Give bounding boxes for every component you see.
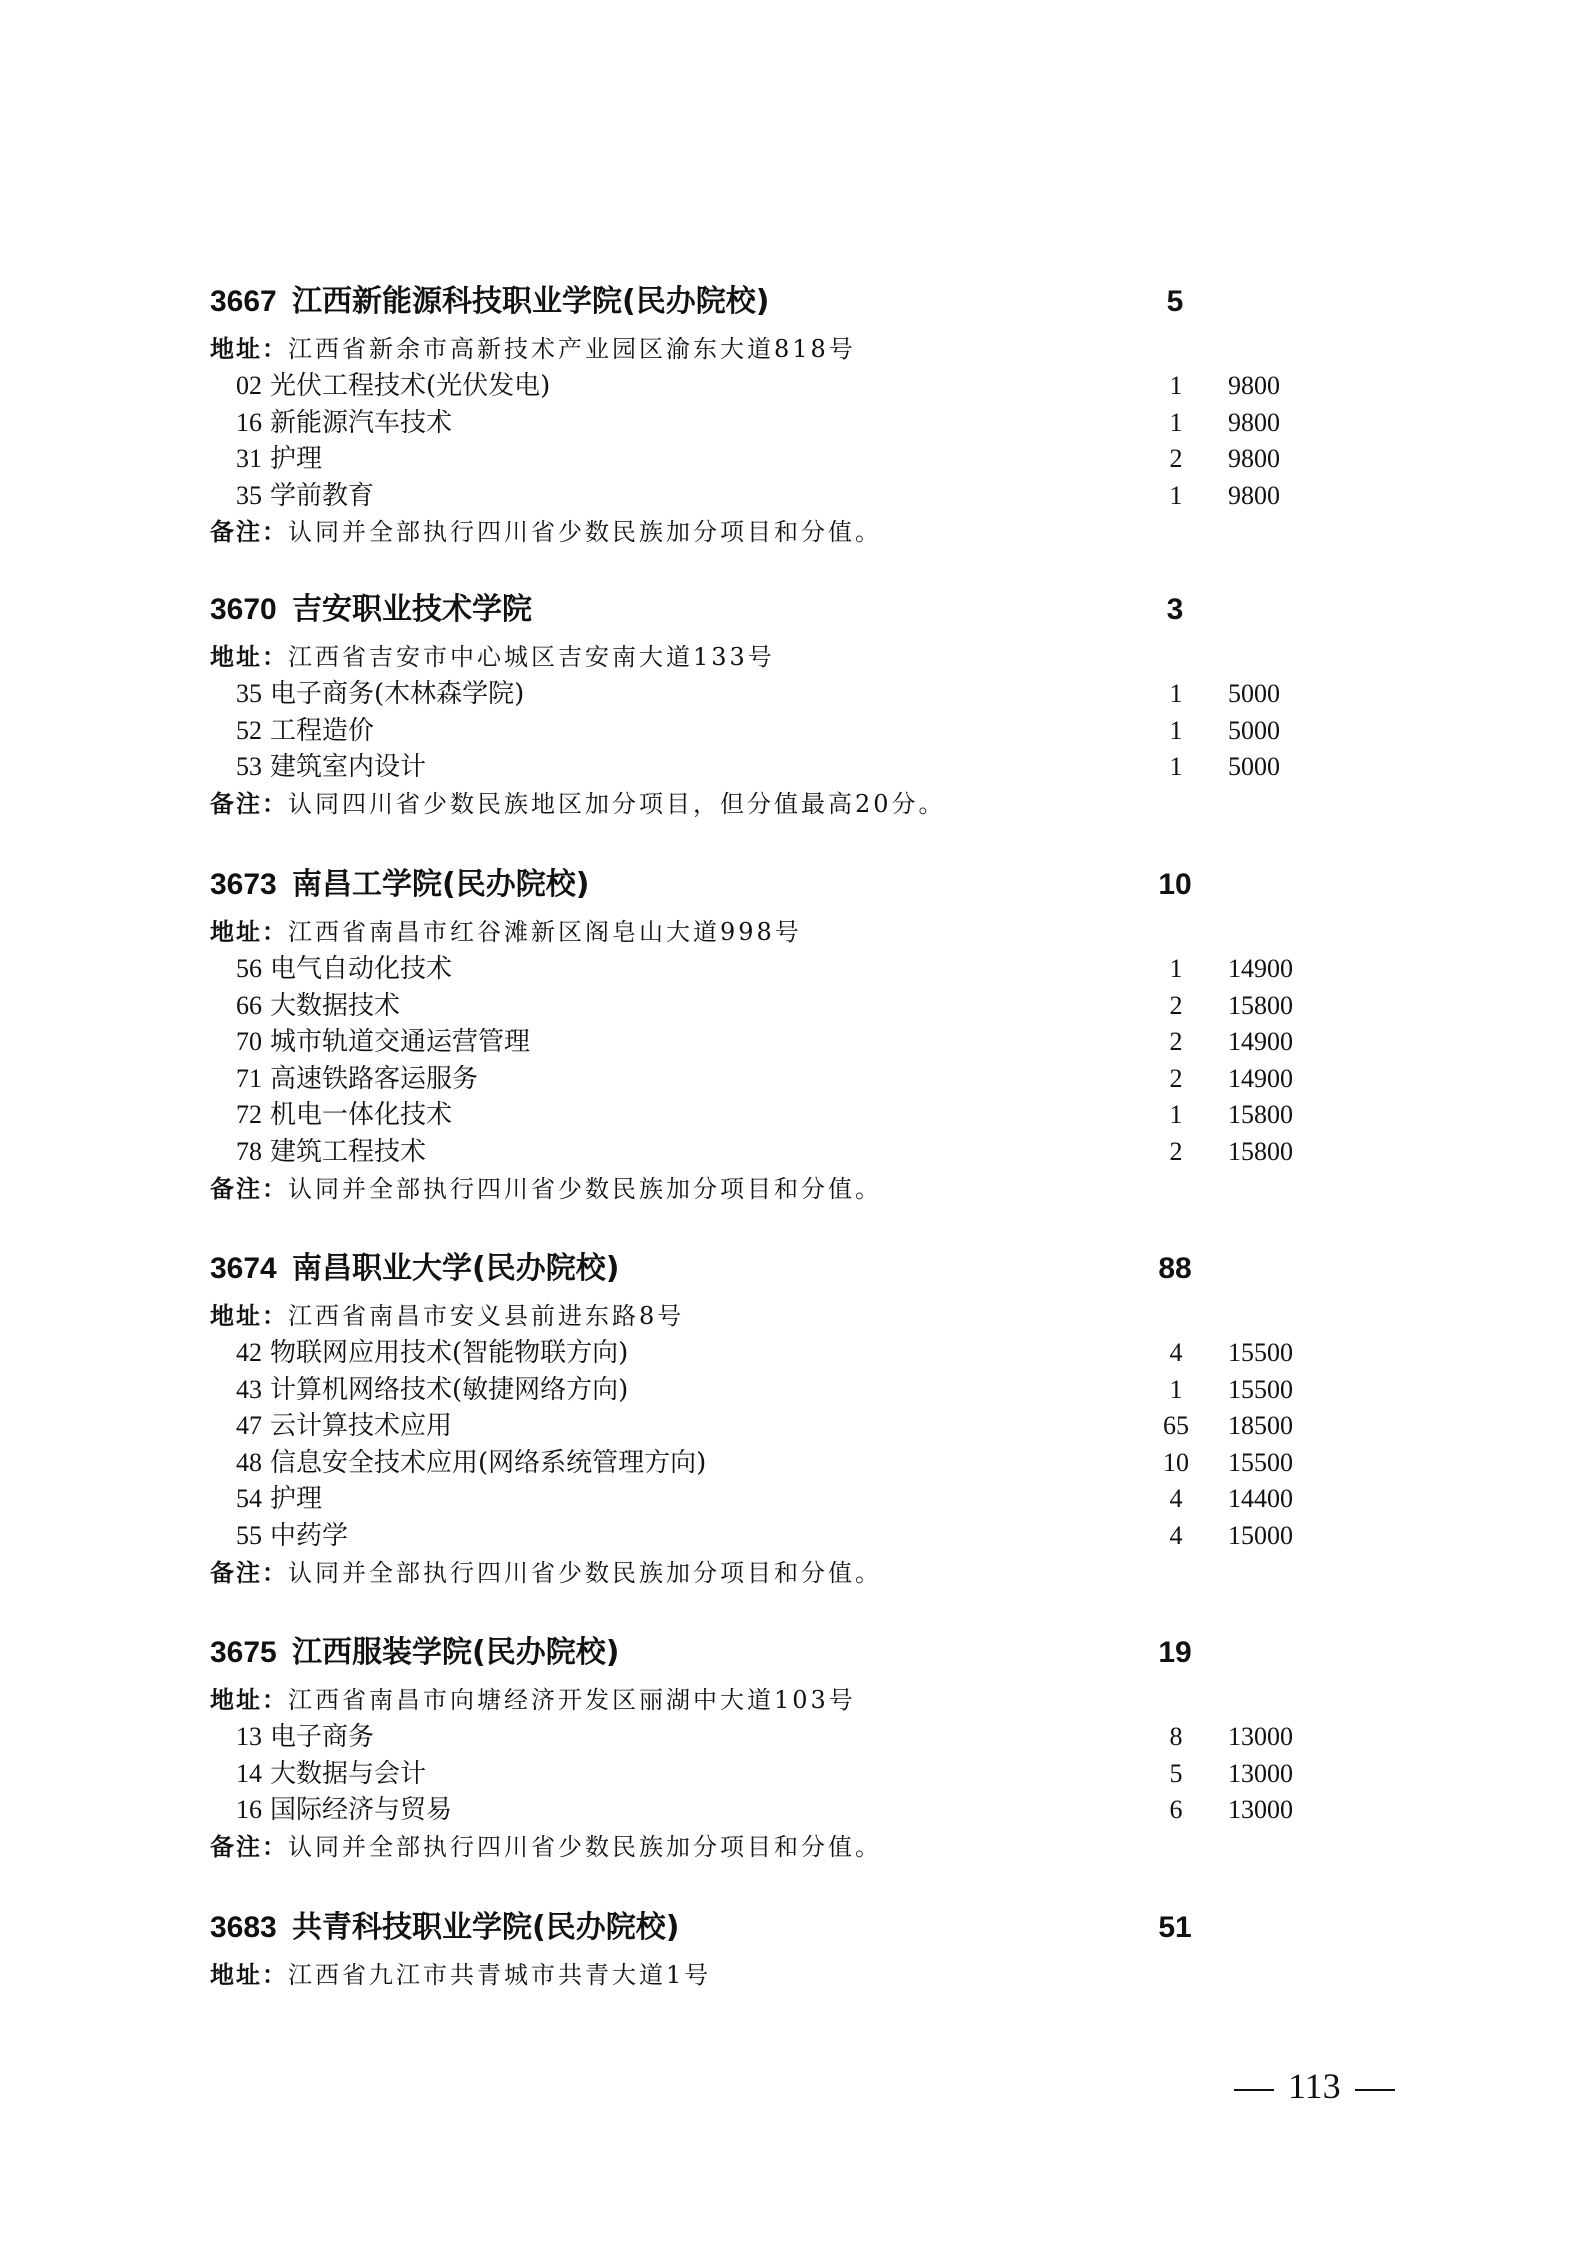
note-text: 认同四川省少数民族地区加分项目，但分值最高20分。 (288, 789, 946, 818)
school-total-quota: 3 (1166, 593, 1184, 626)
major-row (210, 1061, 1360, 1098)
major-fee: 14900 (1228, 1027, 1293, 1057)
major-name: 护理 (270, 1484, 323, 1515)
major-fee: 15800 (1228, 1100, 1293, 1130)
major-fee: 18500 (1228, 1411, 1293, 1441)
major-fee: 15000 (1228, 1520, 1293, 1550)
school-entry-3673 (210, 862, 1360, 1208)
school-name: 吉安职业技术学院 (292, 592, 532, 627)
major-code: 55 (236, 1520, 262, 1550)
major-name: 中药学 (270, 1520, 349, 1551)
major-count: 2 (1169, 1136, 1183, 1166)
major-code: 71 (236, 1063, 262, 1093)
page-number: 113 (1288, 2066, 1341, 2106)
major-row (210, 1481, 1360, 1518)
major-code: 54 (236, 1484, 262, 1514)
major-fee: 15800 (1228, 1136, 1293, 1166)
major-fee: 15800 (1228, 990, 1293, 1020)
school-name: 南昌职业大学(民办院校) (292, 1251, 620, 1286)
major-row (210, 1335, 1360, 1372)
school-note (210, 786, 1360, 823)
address-text: 江西省吉安市中心城区吉安南大道133号 (288, 643, 775, 671)
major-count: 1 (1169, 1374, 1183, 1404)
school-total-quota: 5 (1166, 285, 1184, 318)
major-row (210, 1097, 1360, 1134)
address-label: 地址： (210, 1686, 288, 1714)
major-row (210, 1518, 1360, 1555)
major-code: 31 (236, 444, 262, 474)
major-row (210, 1024, 1360, 1061)
note-label: 备注： (210, 1174, 288, 1203)
major-fee: 5000 (1228, 679, 1280, 708)
major-code: 52 (236, 715, 262, 745)
major-row (210, 988, 1360, 1025)
major-count: 1 (1169, 407, 1183, 437)
major-fee: 9800 (1228, 407, 1280, 437)
major-name: 学前教育 (270, 480, 375, 511)
major-name: 高速铁路客运服务 (270, 1063, 479, 1094)
school-address (210, 1682, 1360, 1719)
major-count: 1 (1169, 371, 1183, 400)
major-name: 电子商务 (270, 1722, 375, 1752)
major-name: 大数据与会计 (270, 1758, 427, 1789)
note-label: 备注： (210, 1832, 288, 1861)
school-header (210, 1246, 1360, 1298)
major-fee: 9800 (1228, 444, 1280, 474)
school-note (210, 1171, 1360, 1208)
major-count: 4 (1169, 1338, 1183, 1367)
major-name: 电气自动化技术 (270, 954, 453, 984)
major-list (210, 1335, 1360, 1555)
major-fee: 14900 (1228, 1063, 1293, 1093)
major-list (210, 1719, 1360, 1829)
major-row (210, 1372, 1360, 1409)
major-name: 新能源汽车技术 (270, 407, 453, 438)
address-label: 地址： (210, 1961, 288, 1989)
major-fee: 13000 (1228, 1722, 1293, 1751)
address-text: 江西省南昌市安义县前进东路8号 (288, 1302, 685, 1330)
school-note (210, 1555, 1360, 1592)
major-count: 2 (1169, 990, 1183, 1020)
major-code: 66 (236, 990, 262, 1020)
major-count: 2 (1169, 444, 1183, 474)
note-label: 备注： (210, 518, 288, 547)
school-header (210, 587, 1360, 639)
major-code: 70 (236, 1027, 262, 1057)
major-code: 72 (236, 1100, 262, 1130)
major-name: 城市轨道交通运营管理 (270, 1027, 531, 1058)
major-fee: 13000 (1228, 1795, 1293, 1825)
address-label: 地址： (210, 643, 288, 671)
major-fee: 15500 (1228, 1338, 1293, 1367)
major-row (210, 713, 1360, 750)
school-code: 3683 (210, 1911, 277, 1944)
major-code: 56 (236, 954, 262, 983)
address-label: 地址： (210, 335, 288, 363)
major-fee: 13000 (1228, 1758, 1293, 1788)
major-code: 43 (236, 1374, 262, 1404)
school-total-quota: 10 (1158, 868, 1192, 901)
school-total-quota: 19 (1158, 1636, 1192, 1669)
school-header (210, 1905, 1360, 1957)
major-count: 6 (1169, 1795, 1183, 1825)
school-total-quota: 51 (1158, 1911, 1192, 1944)
footer-dash-left (1234, 2089, 1274, 2091)
school-note (210, 514, 1360, 551)
major-count: 5 (1169, 1758, 1183, 1788)
major-count: 1 (1169, 954, 1183, 983)
major-row (210, 478, 1360, 515)
major-fee: 15500 (1228, 1374, 1293, 1404)
school-name: 南昌工学院(民办院校) (292, 867, 590, 902)
major-list (210, 368, 1360, 514)
school-name: 江西服装学院(民办院校) (292, 1635, 620, 1670)
school-entry-3667 (210, 279, 1360, 551)
major-code: 42 (236, 1338, 262, 1367)
major-fee: 14400 (1228, 1484, 1293, 1514)
school-address (210, 331, 1360, 368)
page-footer (1220, 2064, 1409, 2108)
major-row (210, 951, 1360, 988)
major-row (210, 1134, 1360, 1171)
major-count: 1 (1169, 1100, 1183, 1130)
major-fee: 5000 (1228, 715, 1280, 745)
note-text: 认同并全部执行四川省少数民族加分项目和分值。 (288, 1832, 882, 1861)
major-count: 65 (1163, 1411, 1189, 1441)
major-count: 1 (1169, 752, 1183, 782)
major-code: 47 (236, 1411, 262, 1441)
major-row (210, 1408, 1360, 1445)
major-row (210, 405, 1360, 442)
major-fee: 15500 (1228, 1447, 1293, 1477)
major-row (210, 368, 1360, 405)
major-name: 信息安全技术应用(网络系统管理方向) (270, 1447, 707, 1478)
footer-dash-right (1355, 2089, 1395, 2091)
major-count: 1 (1169, 679, 1183, 708)
school-address (210, 1957, 1360, 1994)
school-code: 3673 (210, 868, 277, 901)
major-name: 建筑工程技术 (270, 1136, 427, 1167)
school-name: 江西新能源科技职业学院(民办院校) (292, 284, 770, 319)
major-row (210, 441, 1360, 478)
school-code: 3674 (210, 1252, 277, 1285)
major-code: 53 (236, 752, 262, 782)
major-code: 16 (236, 407, 262, 437)
major-count: 1 (1169, 480, 1183, 510)
major-list (210, 676, 1360, 786)
major-name: 云计算技术应用 (270, 1411, 453, 1442)
major-count: 2 (1169, 1027, 1183, 1057)
major-code: 13 (236, 1722, 262, 1751)
major-name: 机电一体化技术 (270, 1100, 453, 1131)
note-label: 备注： (210, 789, 288, 818)
note-text: 认同并全部执行四川省少数民族加分项目和分值。 (288, 1558, 882, 1587)
school-header (210, 1630, 1360, 1682)
school-header (210, 862, 1360, 914)
major-code: 16 (236, 1795, 262, 1825)
major-row (210, 1719, 1360, 1756)
major-code: 48 (236, 1447, 262, 1477)
major-fee: 9800 (1228, 371, 1280, 400)
school-entry-3675 (210, 1630, 1360, 1866)
major-name: 计算机网络技术(敏捷网络方向) (270, 1374, 629, 1405)
note-text: 认同并全部执行四川省少数民族加分项目和分值。 (288, 518, 882, 547)
major-name: 国际经济与贸易 (270, 1795, 453, 1826)
address-text: 江西省南昌市红谷滩新区阁皂山大道998号 (288, 918, 802, 946)
major-count: 1 (1169, 715, 1183, 745)
note-text: 认同并全部执行四川省少数民族加分项目和分值。 (288, 1174, 882, 1203)
major-row (210, 1756, 1360, 1793)
major-list (210, 951, 1360, 1171)
school-address (210, 1298, 1360, 1335)
address-text: 江西省新余市高新技术产业园区渝东大道818号 (288, 335, 856, 363)
major-name: 光伏工程技术(光伏发电) (270, 371, 551, 401)
note-label: 备注： (210, 1558, 288, 1587)
address-label: 地址： (210, 1302, 288, 1330)
address-label: 地址： (210, 918, 288, 946)
school-address (210, 914, 1360, 951)
major-count: 4 (1169, 1520, 1183, 1550)
major-count: 8 (1169, 1722, 1183, 1751)
major-name: 工程造价 (270, 715, 375, 746)
school-code: 3667 (210, 285, 277, 318)
school-name: 共青科技职业学院(民办院校) (292, 1910, 680, 1945)
major-row (210, 676, 1360, 713)
major-count: 2 (1169, 1063, 1183, 1093)
major-count: 10 (1163, 1447, 1189, 1477)
school-entry-3670 (210, 587, 1360, 823)
major-code: 78 (236, 1136, 262, 1166)
school-code: 3675 (210, 1636, 277, 1669)
major-name: 电子商务(木林森学院) (270, 679, 525, 709)
address-text: 江西省南昌市向塘经济开发区丽湖中大道103号 (288, 1686, 856, 1714)
school-code: 3670 (210, 593, 277, 626)
school-entry-3683 (210, 1905, 1360, 1994)
major-row (210, 749, 1360, 786)
major-fee: 5000 (1228, 752, 1280, 782)
major-fee: 14900 (1228, 954, 1293, 983)
school-header (210, 279, 1360, 331)
major-code: 35 (236, 480, 262, 510)
major-row (210, 1445, 1360, 1482)
school-entry-3674 (210, 1246, 1360, 1592)
major-count: 4 (1169, 1484, 1183, 1514)
address-text: 江西省九江市共青城市共青大道1号 (288, 1961, 712, 1989)
major-name: 护理 (270, 444, 323, 475)
major-name: 物联网应用技术(智能物联方向) (270, 1338, 629, 1368)
major-name: 大数据技术 (270, 990, 401, 1021)
major-code: 14 (236, 1758, 262, 1788)
major-fee: 9800 (1228, 480, 1280, 510)
school-total-quota: 88 (1158, 1252, 1192, 1285)
major-row (210, 1792, 1360, 1829)
school-note (210, 1829, 1360, 1866)
major-code: 35 (236, 679, 262, 708)
major-name: 建筑室内设计 (270, 752, 427, 783)
school-address (210, 639, 1360, 676)
major-code: 02 (236, 371, 262, 400)
